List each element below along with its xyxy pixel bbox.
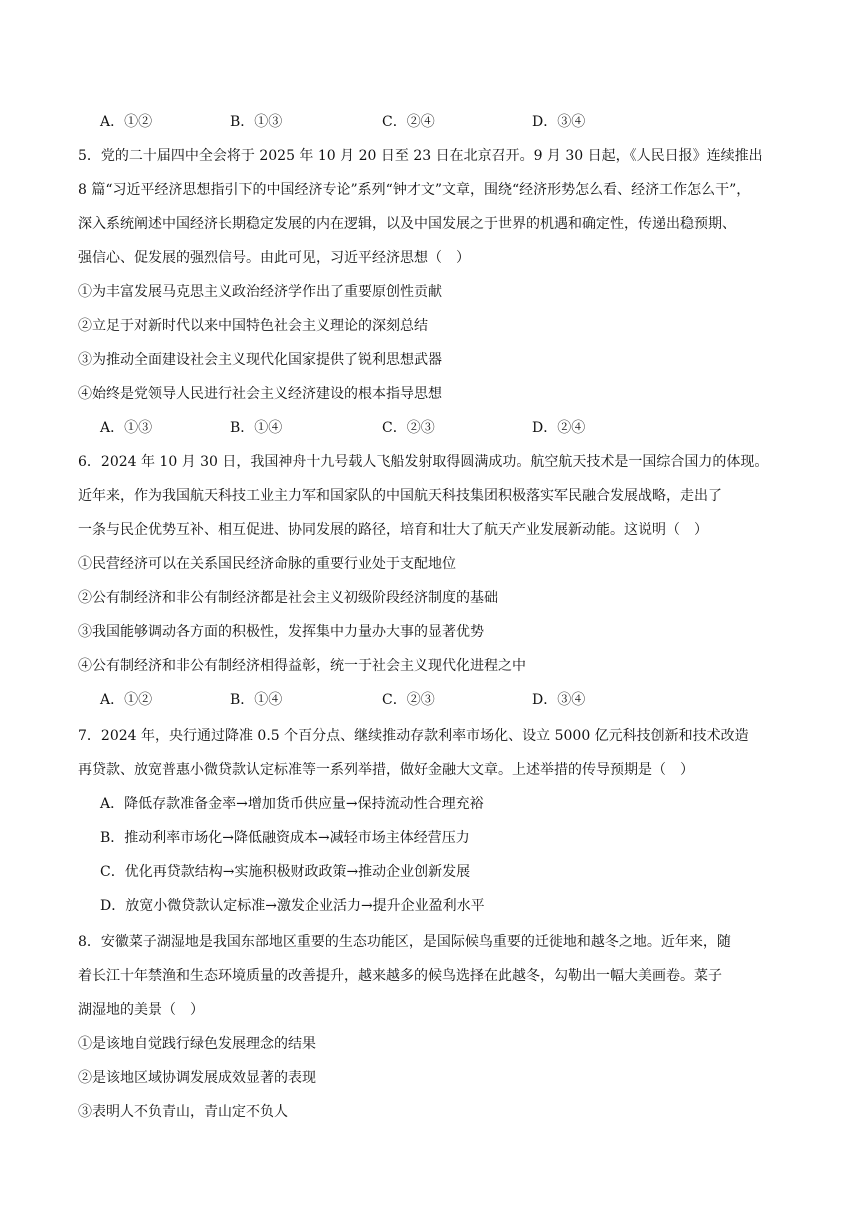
q5-options [100, 418, 800, 438]
q5-statement-3: ③为推动全面建设社会主义现代化国家提供了锐利思想武器 [78, 352, 442, 368]
q6-option-a[interactable]: A．①② [100, 692, 153, 708]
q6-statement-3: ③我国能够调动各方面的积极性，发挥集中力量办大事的显著优势 [78, 624, 484, 640]
q4-option-c[interactable]: C．②④ [382, 114, 435, 130]
q6-stem-line-3: 一条与民企优势互补、相互促进、协同发展的路径，培育和壮大了航天产业发展新动能。这说明（ ） [78, 522, 708, 538]
q5-stem-line-4: 强信心、促发展的强烈信号。由此可见，习近平经济思想（ ） [78, 250, 470, 266]
q4-option-a[interactable]: A．①② [100, 114, 153, 130]
q4-option-b[interactable]: B．①③ [230, 114, 283, 130]
q5-statement-1: ①为丰富发展马克思主义政治经济学作出了重要原创性贡献 [78, 284, 442, 300]
q6-option-b[interactable]: B．①④ [230, 692, 283, 708]
q6-statement-1: ①民营经济可以在关系国民经济命脉的重要行业处于支配地位 [78, 556, 456, 572]
q5-option-a[interactable]: A．①③ [100, 420, 153, 436]
q5-statement-4: ④始终是党领导人民进行社会主义经济建设的根本指导思想 [78, 386, 442, 402]
q5-option-c[interactable]: C．②③ [382, 420, 435, 436]
q7-stem-line-2: 再贷款、放宽普惠小微贷款认定标准等一系列举措，做好金融大文章。上述举措的传导预期是（ ） [78, 762, 694, 778]
q6-stem-line-2: 近年来，作为我国航天科技工业主力军和国家队的中国航天科技集团积极落实军民融合发展战略，走出了 [78, 488, 722, 504]
q7-stem-line-1: 7．2024 年，央行通过降准 0.5 个百分点、继续推动存款利率市场化、设立 5000 亿元科技创新和技术改造 [78, 728, 749, 744]
q8-stem-line-1: 8．安徽菜子湖湿地是我国东部地区重要的生态功能区，是国际候鸟重要的迁徙地和越冬之地。近年来，随 [78, 934, 731, 950]
q7-choice-d[interactable]: D．放宽小微贷款认定标准→激发企业活力→提升企业盈利水平 [100, 898, 485, 914]
q6-statement-2: ②公有制经济和非公有制经济都是社会主义初级阶段经济制度的基础 [78, 590, 498, 606]
q6-statement-4: ④公有制经济和非公有制经济相得益彰，统一于社会主义现代化进程之中 [78, 658, 526, 674]
q8-stem-line-2: 着长江十年禁渔和生态环境质量的改善提升，越来越多的候鸟选择在此越冬，勾勒出一幅大美画卷。菜子 [78, 968, 722, 984]
q4-option-d[interactable]: D．③④ [532, 114, 586, 130]
q5-option-d[interactable]: D．②④ [532, 420, 586, 436]
q7-choice-a[interactable]: A．降低存款准备金率→增加货币供应量→保持流动性合理充裕 [100, 796, 484, 812]
q8-stem-line-3: 湖湿地的美景（ ） [78, 1002, 204, 1018]
q5-stem-line-3: 深入系统阐述中国经济长期稳定发展的内在逻辑，以及中国发展之于世界的机遇和确定性，传递出稳预期、 [78, 216, 736, 232]
q7-choice-b[interactable]: B．推动利率市场化→降低融资成本→减轻市场主体经营压力 [100, 830, 470, 846]
q8-statement-3: ③表明人不负青山，青山定不负人 [78, 1104, 288, 1120]
q6-option-c[interactable]: C．②③ [382, 692, 435, 708]
q5-stem-line-2: 8 篇“习近平经济思想指引下的中国经济专论”系列“钟才文”文章，围绕“经济形势怎么看、经济工作怎么干”， [78, 182, 751, 198]
q7-choice-c[interactable]: C．优化再贷款结构→实施积极财政政策→推动企业创新发展 [100, 864, 471, 880]
q8-statement-1: ①是该地自觉践行绿色发展理念的结果 [78, 1036, 316, 1052]
q5-statement-2: ②立足于对新时代以来中国特色社会主义理论的深刻总结 [78, 318, 428, 334]
q6-option-d[interactable]: D．③④ [532, 692, 586, 708]
q6-stem-line-1: 6．2024 年 10 月 30 日，我国神舟十九号载人飞船发射取得圆满成功。航空航天技术是一国综合国力的体现。 [78, 454, 769, 470]
q8-statement-2: ②是该地区域协调发展成效显著的表现 [78, 1070, 316, 1086]
q5-option-b[interactable]: B．①④ [230, 420, 283, 436]
q5-stem-line-1: 5．党的二十届四中全会将于 2025 年 10 月 20 日至 23 日在北京召开。9 月 30 日起，《人民日报》连续推出 [78, 148, 763, 164]
q6-options [100, 690, 800, 710]
q4-options [100, 112, 800, 132]
